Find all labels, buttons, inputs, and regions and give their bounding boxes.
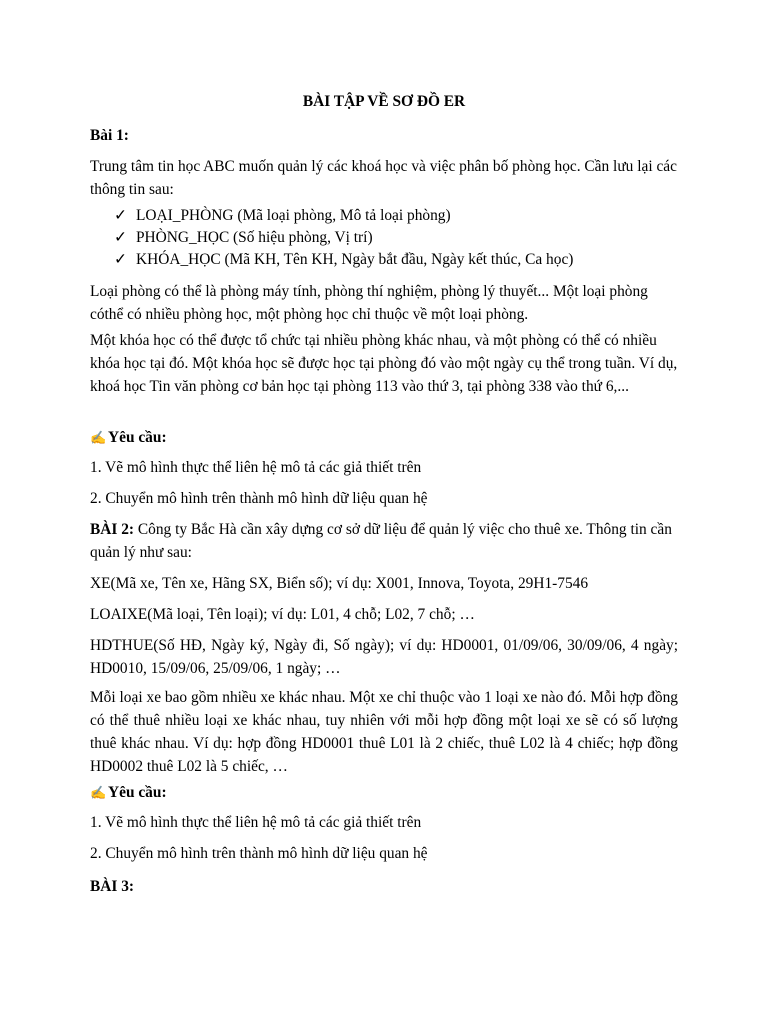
check-mark-icon: ✓ <box>114 207 127 224</box>
bai2-intro <box>90 518 678 564</box>
writing-hand-icon: ✍ <box>90 785 107 800</box>
list-item-text: LOẠI_PHÒNG (Mã loại phòng, Mô tả loại phòng) <box>136 207 451 224</box>
bai3-heading <box>90 875 678 898</box>
check-mark-icon: ✓ <box>114 229 127 246</box>
bai2-requirement-label <box>90 781 678 804</box>
bai1-entity-list <box>114 205 573 271</box>
bai1-heading <box>90 124 678 147</box>
list-item-text: PHÒNG_HỌC (Số hiệu phòng, Vị trí) <box>136 229 373 246</box>
writing-hand-icon: ✍ <box>90 430 107 445</box>
bai2-loaixe-entity: LOAIXE(Mã loại, Tên loại); ví dụ: L01, 4 chỗ; L02, 7 chỗ; … <box>90 606 475 623</box>
bai1-paragraph-2: Một khóa học có thể được tổ chức tại nhiều phòng khác nhau, và một phòng có thể có nhiều khóa học tại đó. Một khóa học sẽ được học tại phòng đó vào một ngày cụ thể trong tuần. Ví dụ, khoá học Tin văn phòng cơ bản học tại phòng 113 vào thứ 3, tại phòng 338 vào thứ 6,... <box>90 332 678 395</box>
bai1-intro: Trung tâm tin học ABC muốn quản lý các khoá học và việc phân bố phòng học. Cần lưu lại các thông tin sau: <box>90 158 677 198</box>
requirement-label-text: Yêu cầu: <box>108 784 167 801</box>
bai1-heading-text: Bài 1: <box>90 127 129 144</box>
bai2-xe-entity: XE(Mã xe, Tên xe, Hãng SX, Biển số); ví dụ: X001, Innova, Toyota, 29H1-7546 <box>90 575 589 592</box>
list-item <box>114 227 573 249</box>
check-mark-icon: ✓ <box>114 251 127 268</box>
bai3-heading-text: BÀI 3: <box>90 878 135 895</box>
bai2-paragraph: Mỗi loại xe bao gồm nhiều xe khác nhau. Một xe chỉ thuộc vào 1 loại xe nào đó. Mỗi hợp đồng có thể thuê nhiều loại xe khác nhau, tuy nhiên với mỗi hợp đồng một loại xe sẽ có số lượng thuê khác nhau. Ví dụ: hợp đồng HD0001 thuê L01 là 2 chiếc, thuê L02 là 4 chiếc; hợp đồng HD0002 thuê L02 là 5 chiếc, … <box>90 689 678 775</box>
document-title: BÀI TẬP VỀ SƠ ĐỒ ER <box>302 93 466 110</box>
list-item <box>114 205 573 227</box>
list-item <box>114 249 573 271</box>
list-item-text: KHÓA_HỌC (Mã KH, Tên KH, Ngày bắt đầu, Ngày kết thúc, Ca học) <box>136 251 574 268</box>
bai2-requirement-1: 1. Vẽ mô hình thực thể liên hệ mô tả các giả thiết trên <box>90 814 422 831</box>
bai1-paragraph-1: Loại phòng có thể là phòng máy tính, phòng thí nghiệm, phòng lý thuyết... Một loại phòng cóthể có nhiều phòng học, một phòng học chỉ thuộc về một loại phòng. <box>90 283 648 323</box>
bai2-requirement-2: 2. Chuyển mô hình trên thành mô hình dữ liệu quan hệ <box>90 845 428 862</box>
bai2-hdthue-entity: HDTHUE(Số HĐ, Ngày ký, Ngày đi, Số ngày); ví dụ: HD0001, 01/09/06, 30/09/06, 4 ngày; HD0010, 15/09/06, 25/09/06, 1 ngày; … <box>90 637 678 677</box>
bai1-requirement-1: 1. Vẽ mô hình thực thể liên hệ mô tả các giả thiết trên <box>90 459 422 476</box>
requirement-label-text: Yêu cầu: <box>108 429 167 446</box>
bai2-intro-text: Công ty Bắc Hà cần xây dựng cơ sở dữ liệu để quản lý việc cho thuê xe. Thông tin cần quản lý như sau: <box>90 521 672 561</box>
bai1-requirement-2: 2. Chuyển mô hình trên thành mô hình dữ liệu quan hệ <box>90 490 428 507</box>
bai1-requirement-label <box>90 426 678 449</box>
bai2-heading: BÀI 2: <box>90 521 135 538</box>
